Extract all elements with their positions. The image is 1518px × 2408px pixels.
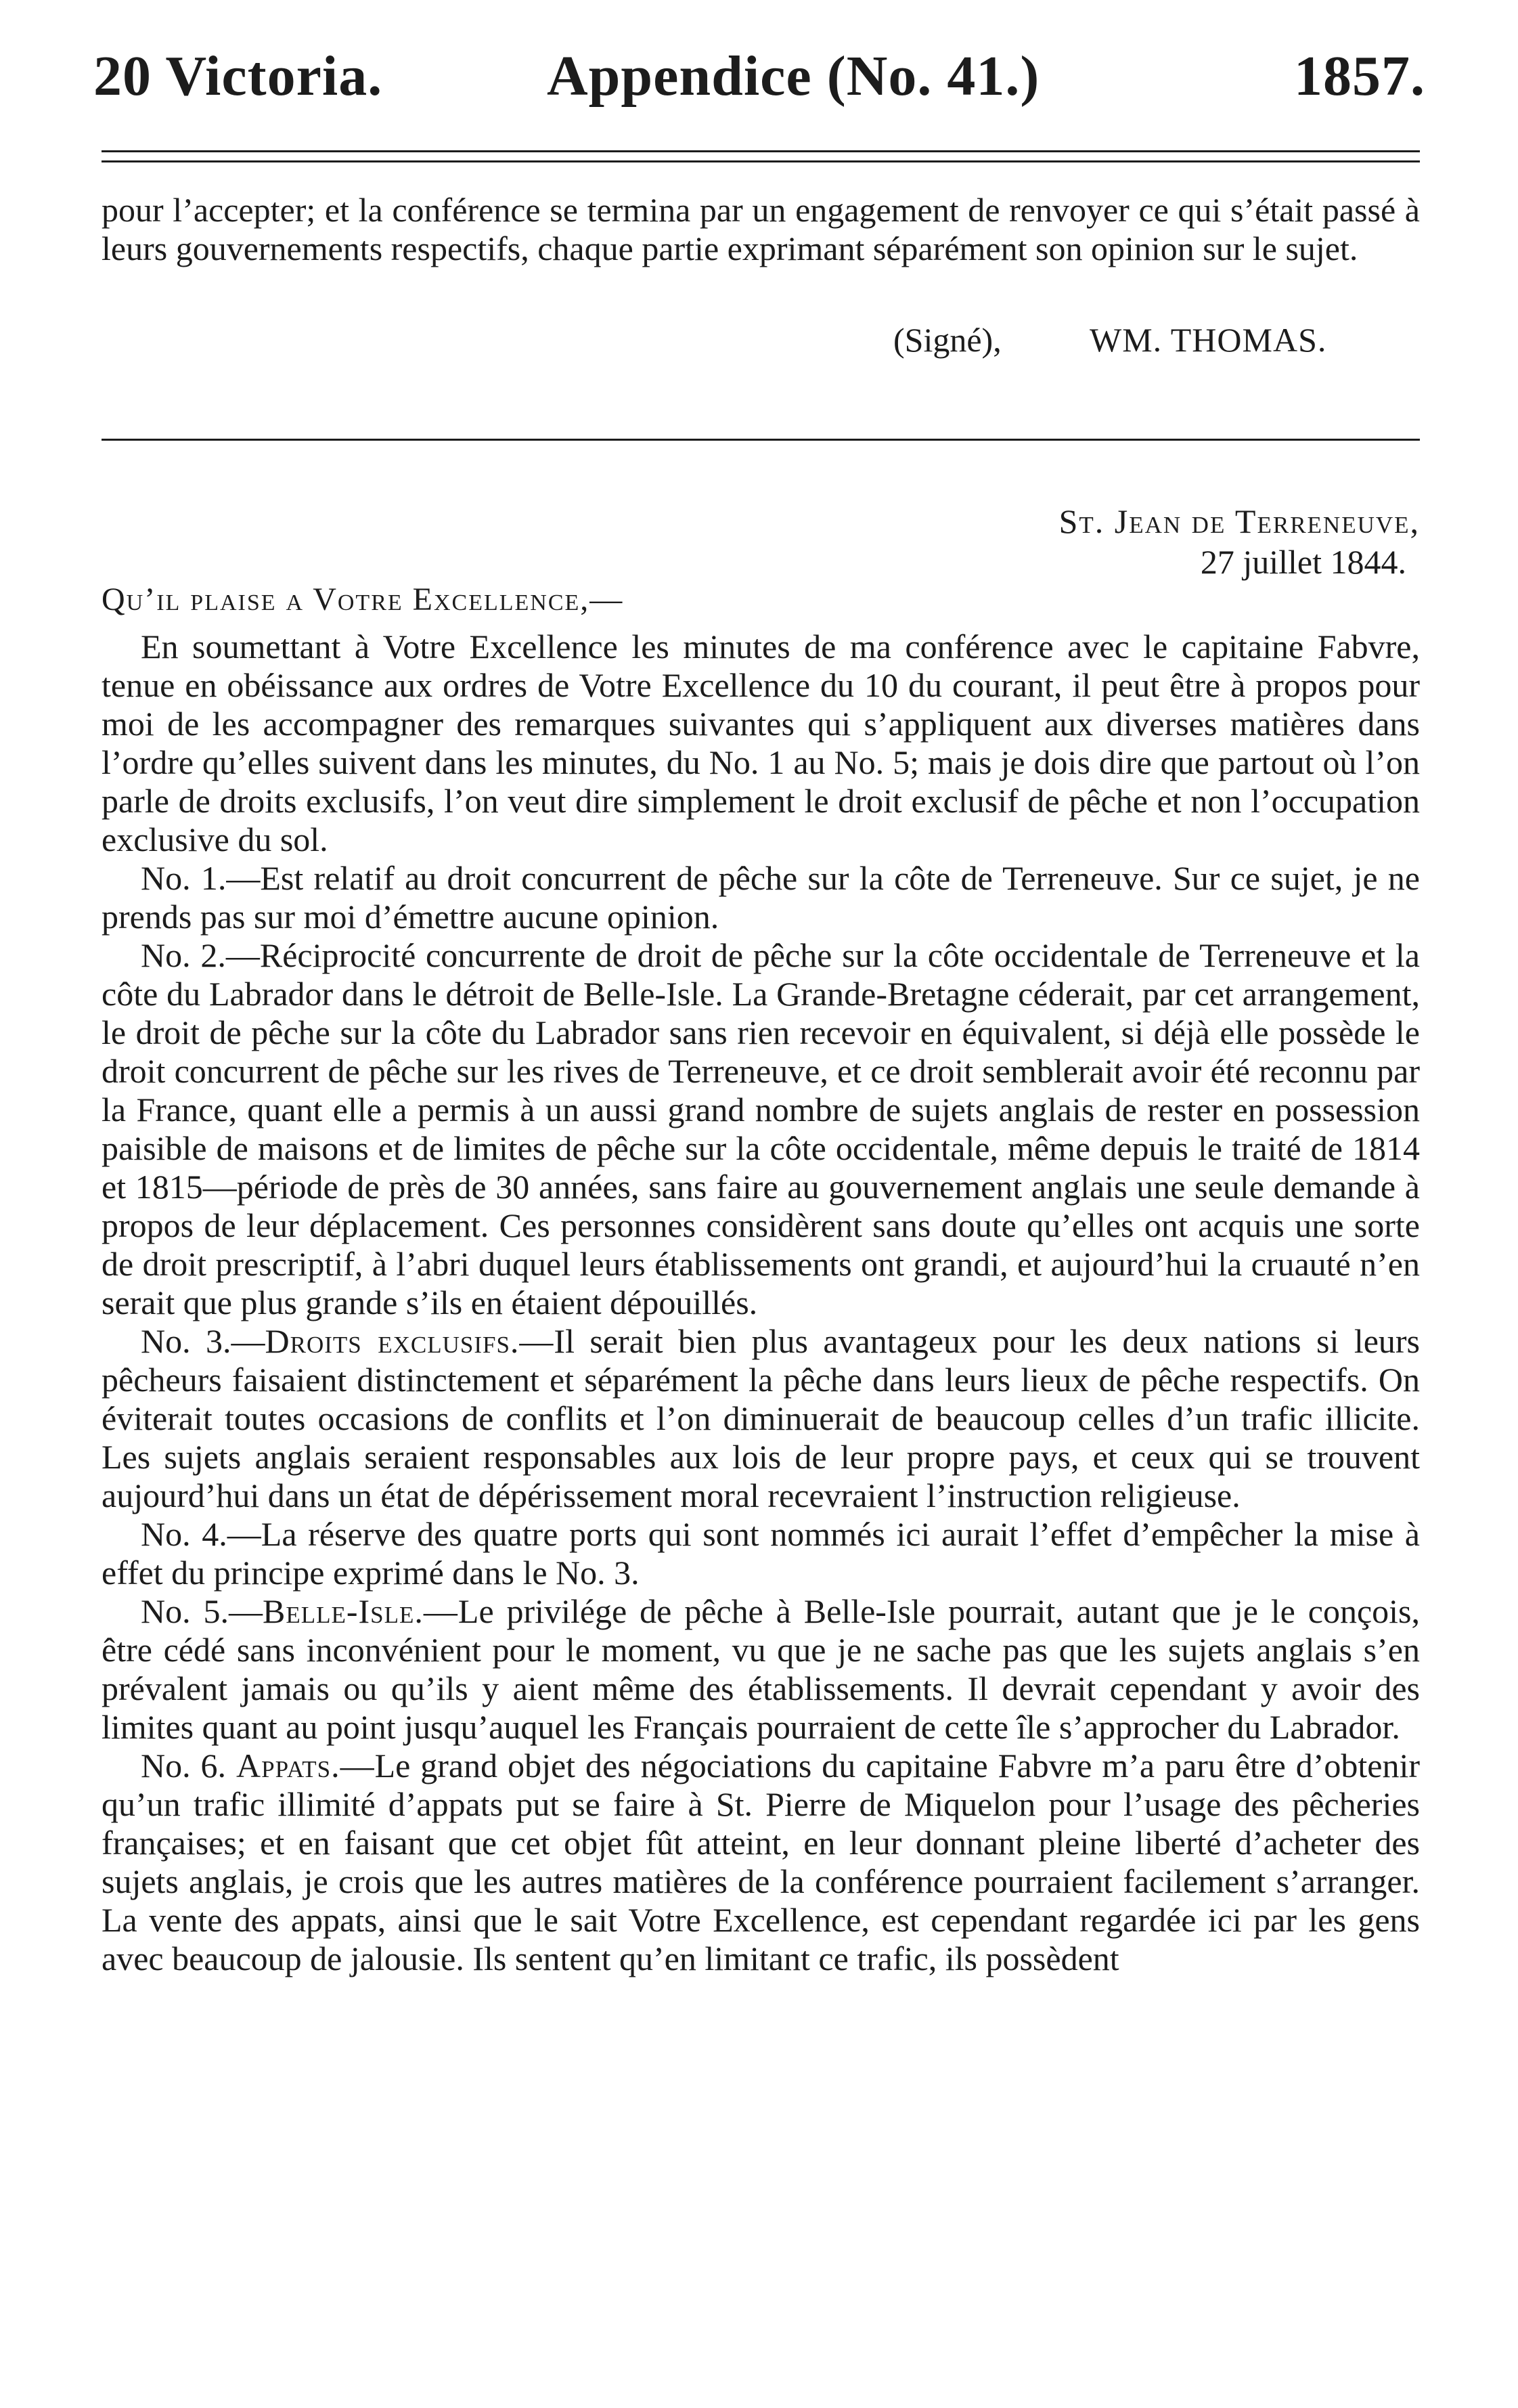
header-appendix: Appendice (No. 41.) [547, 45, 1040, 108]
item-heading: Appats.— [236, 1747, 375, 1785]
item-paragraph [102, 1747, 1420, 1978]
item-label: No. 1.— [141, 859, 261, 897]
item-label: No. 6. [141, 1747, 237, 1785]
section-divider [102, 439, 1420, 441]
letter-salutation: Qu’il plaise a Votre Excellence,— [102, 582, 624, 617]
item-label: No. 4.— [141, 1515, 261, 1553]
item-paragraph [102, 1592, 1420, 1747]
item-text: Est relatif au droit concurrent de pêche sur la côte de Terreneuve. Sur ce sujet, je ne prends pas sur moi d’émettre aucune opinion. [102, 859, 1421, 936]
item-label: No. 5.— [141, 1592, 263, 1630]
signature-line [893, 320, 1428, 360]
intro-paragraph [102, 191, 1420, 268]
letter-body [102, 628, 1420, 1978]
header-double-rule [102, 150, 1420, 162]
item-label: No. 2.— [141, 936, 260, 974]
item-text: La réserve des quatre ports qui sont nommés ici aurait l’effet d’empêcher la mise à effet du principe exprimé dans le No. 3. [102, 1515, 1421, 1592]
item-paragraph [102, 936, 1420, 1322]
item-paragraph [102, 1322, 1420, 1515]
item-paragraph [102, 1515, 1420, 1592]
letter-date: 27 juillet 1844. [1200, 543, 1406, 581]
running-header [93, 39, 1425, 114]
opening-paragraph: En soumettant à Votre Excellence les minutes de ma conférence avec le capitaine Fabvre, tenue en obéissance aux ordres de Votre Excellence du 10 du courant, il peut être à propos pour moi de les accompagner des remarques suivantes qui s’appliquent aux diverses matières dans l’ordre qu’elles suivent dans les minutes, du No. 1 au No. 5; mais je dois dire que partout où l’on parle de droits exclusifs, l’on veut dire simplement le droit exclusif de pêche et non l’occupation exclusive du sol. [102, 628, 1420, 858]
signed-name: WM. THOMAS. [1090, 321, 1327, 359]
item-heading: Belle-Isle.— [263, 1592, 458, 1630]
intro-text: pour l’accepter; et la conférence se termina par un engagement de renvoyer ce qui s’était passé à leurs gouvernements respectifs, chaque partie exprimant séparément son opinion sur le sujet. [102, 191, 1420, 267]
signed-label: (Signé), [893, 321, 1002, 359]
item-heading: Droits exclusifs.— [265, 1322, 554, 1360]
item-label: No. 3.— [141, 1322, 265, 1360]
item-text: Il serait bien plus avantageux pour les deux nations si leurs pêcheurs faisaient distinctement et séparément la pêche dans leurs lieux de pêche respectifs. On éviterait toutes occasions de conflits et l’on diminuerait de beaucoup celles d’un trafic illicite. Les sujets anglais seraient responsables aux lois de leur propre pays, et ceux qui se trouvent aujourd’hui dans un état de dépérissement moral recevraient l’instruction religieuse. [102, 1322, 1421, 1514]
item-text: Réciprocité concurrente de droit de pêche sur la côte occidentale de Terreneuve et la côte du Labrador dans le détroit de Belle-Isle. La Grande-Bretagne céderait, par cet arrangement, le droit de pêche sur la côte du Labrador sans rien recevoir en équivalent, si déjà elle possède le droit concurrent de pêche sur les rives de Terreneuve, et ce droit semblerait avoir été reconnu par la France, quant elle a permis à un aussi grand nombre de sujets anglais de rester en possession paisible de maisons et de limites de pêche sur la côte occidentale, même depuis le traité de 1814 et 1815—période de près de 30 années, sans faire au gouvernement anglais une seule demande à propos de leur déplacement. Ces personnes considèrent sans doute qu’elles ont acquis une sorte de droit prescriptif, à l’abri duquel leurs établissements ont grandi, et aujourd’hui la cruauté n’en serait que plus grande s’ils en étaient dépouillés. [102, 936, 1420, 1321]
item-paragraph [102, 859, 1420, 936]
item-text: Le grand objet des négociations du capitaine Fabvre m’a paru être d’obtenir qu’un trafic illimité d’appats put se faire à St. Pierre de Miquelon pour l’usage des pêcheries françaises; et en faisant que cet objet fût atteint, en leur donnant pleine liberté d’acheter des sujets anglais, je crois que les autres matières de la conférence pourraient facilement s’arranger. La vente des appats, ainsi que le sait Votre Excellence, est cependant regardée ici par les gens avec beaucoup de jalousie. Ils sentent qu’en limitant ce trafic, ils possèdent [102, 1747, 1421, 1977]
letter-place: St. Jean de Terreneuve, [1058, 502, 1420, 540]
header-year: 1857. [1294, 45, 1425, 108]
header-session: 20 Victoria. [93, 45, 383, 108]
item-text: Le privilége de pêche à Belle-Isle pourrait, autant que je le conçois, être cédé sans inconvénient pour le moment, vu que je ne sache pas que les sujets anglais s’en prévalent jamais ou qu’ils y aient même des établissements. Il devrait cependant y avoir des limites quant au point jusqu’auquel les Français pourraient de cette île s’approcher du Labrador. [102, 1592, 1420, 1746]
